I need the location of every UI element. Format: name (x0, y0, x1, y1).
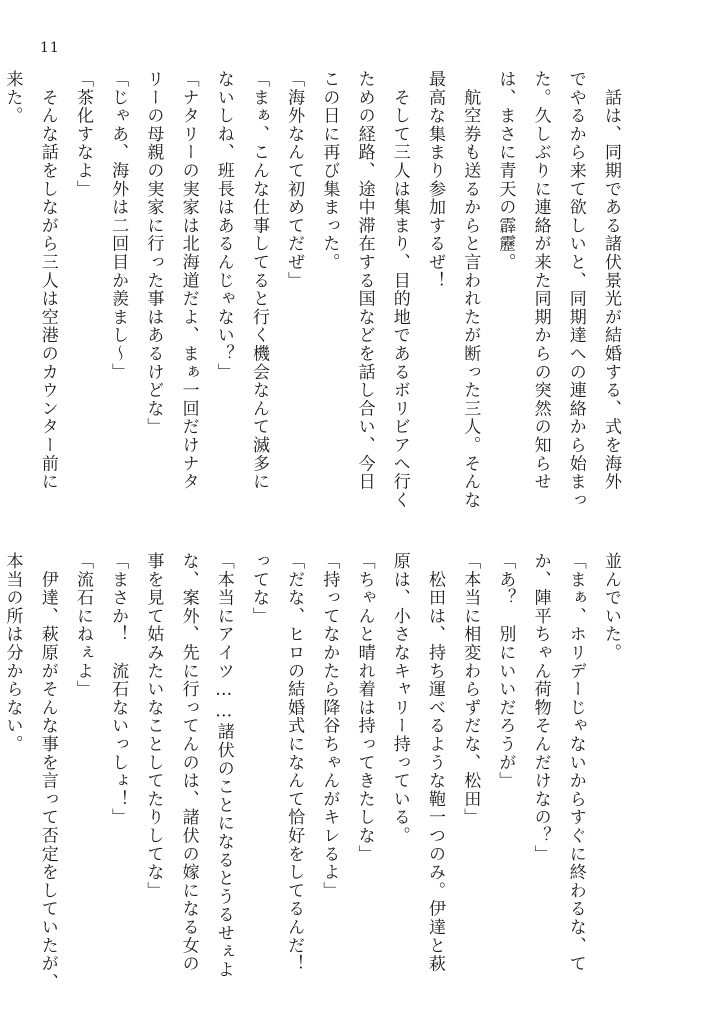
text-line: 「流石にねぇよ」 (72, 552, 93, 699)
lower-text-block (2, 552, 628, 992)
text-line: 「まさか！ 流石ないっしょ！」 (108, 552, 129, 827)
page-number: 11 (40, 40, 60, 56)
text-line: 来た。 (2, 70, 23, 125)
text-line: 話は、同期である諸伏景光が結婚する、式を海外 (601, 70, 621, 491)
text-line: 原は、小さなキャリー持っている。 (389, 552, 410, 845)
text-line: な、案外、先に行ってんのは、諸伏の嫁になる女の (178, 552, 199, 973)
text-line: 「茶化すなよ」 (72, 70, 93, 199)
text-line: リーの母親の実家に行った事はあるけどな」 (143, 70, 164, 436)
text-line: た。久しぶりに連絡が来た同期からの突然の知らせ (530, 70, 551, 491)
text-line: そんな話をしながら三人は空港のカウンター前に (37, 70, 58, 491)
text-line: 「ちゃんと晴れ着は持ってきたしな」 (354, 552, 375, 864)
text-line: 「じゃあ、海外は二回目か羨まし～」 (108, 70, 129, 382)
text-line: 本当の所は分からない。 (2, 552, 23, 754)
text-line: そして三人は集まり、目的地であるボリビアへ行く (389, 70, 410, 510)
text-line: 「持ってなかたら降谷ちゃんがキレるよ」 (319, 552, 340, 900)
text-line: 並んでいた。 (601, 552, 621, 662)
text-line: 「あ？ 別にいいだろうが」 (495, 552, 516, 790)
text-line: 最高な集まり参加するぜ！ (424, 70, 445, 290)
text-line: 航空券も送るからと言われたが断った三人。そんな (460, 70, 481, 510)
text-line: ってな」 (248, 552, 269, 626)
text-line: 事を見て姑みたいなことしてたりしてな」 (143, 552, 164, 900)
text-line: 「まぁ、ホリデーじゃないからすぐに終わるな、て (565, 552, 586, 973)
text-line: 「まぁ、こんな仕事してると行く機会なんて滅多に (248, 70, 269, 491)
text-line: か、陣平ちゃん荷物そんだけなの？」 (530, 552, 551, 864)
upper-text-block (2, 70, 628, 510)
text-line: 「本当に相変わらずだな、松田」 (460, 552, 481, 827)
text-line: は、まさに青天の霹靂。 (495, 70, 516, 272)
text-line: この日に再び集まった。 (319, 70, 340, 272)
text-line: 「ナタリーの実家は北海道だよ、まぁ一回だけナタ (178, 70, 199, 491)
text-line: 伊達、萩原がそんな事を言って否定をしていたが、 (37, 552, 58, 992)
text-line: 「本当にアイツ……諸伏のことになるとうるせぇよ (213, 552, 234, 979)
text-line: ための経路、途中滞在する国などを話し合い、今日 (354, 70, 375, 491)
text-line: 「だな、ヒロの結婚式になんて恰好をしてるんだ！ (284, 552, 305, 973)
text-line: 「海外なんて初めてだぜ」 (284, 70, 305, 290)
text-line: ないしね、班長はあるんじゃない？」 (213, 70, 234, 382)
text-line: 松田は、持ち運べるような鞄一つのみ。伊達と萩 (424, 552, 445, 973)
text-line: でやるから来て欲しいと、同期達への連絡から始まっ (565, 70, 586, 510)
